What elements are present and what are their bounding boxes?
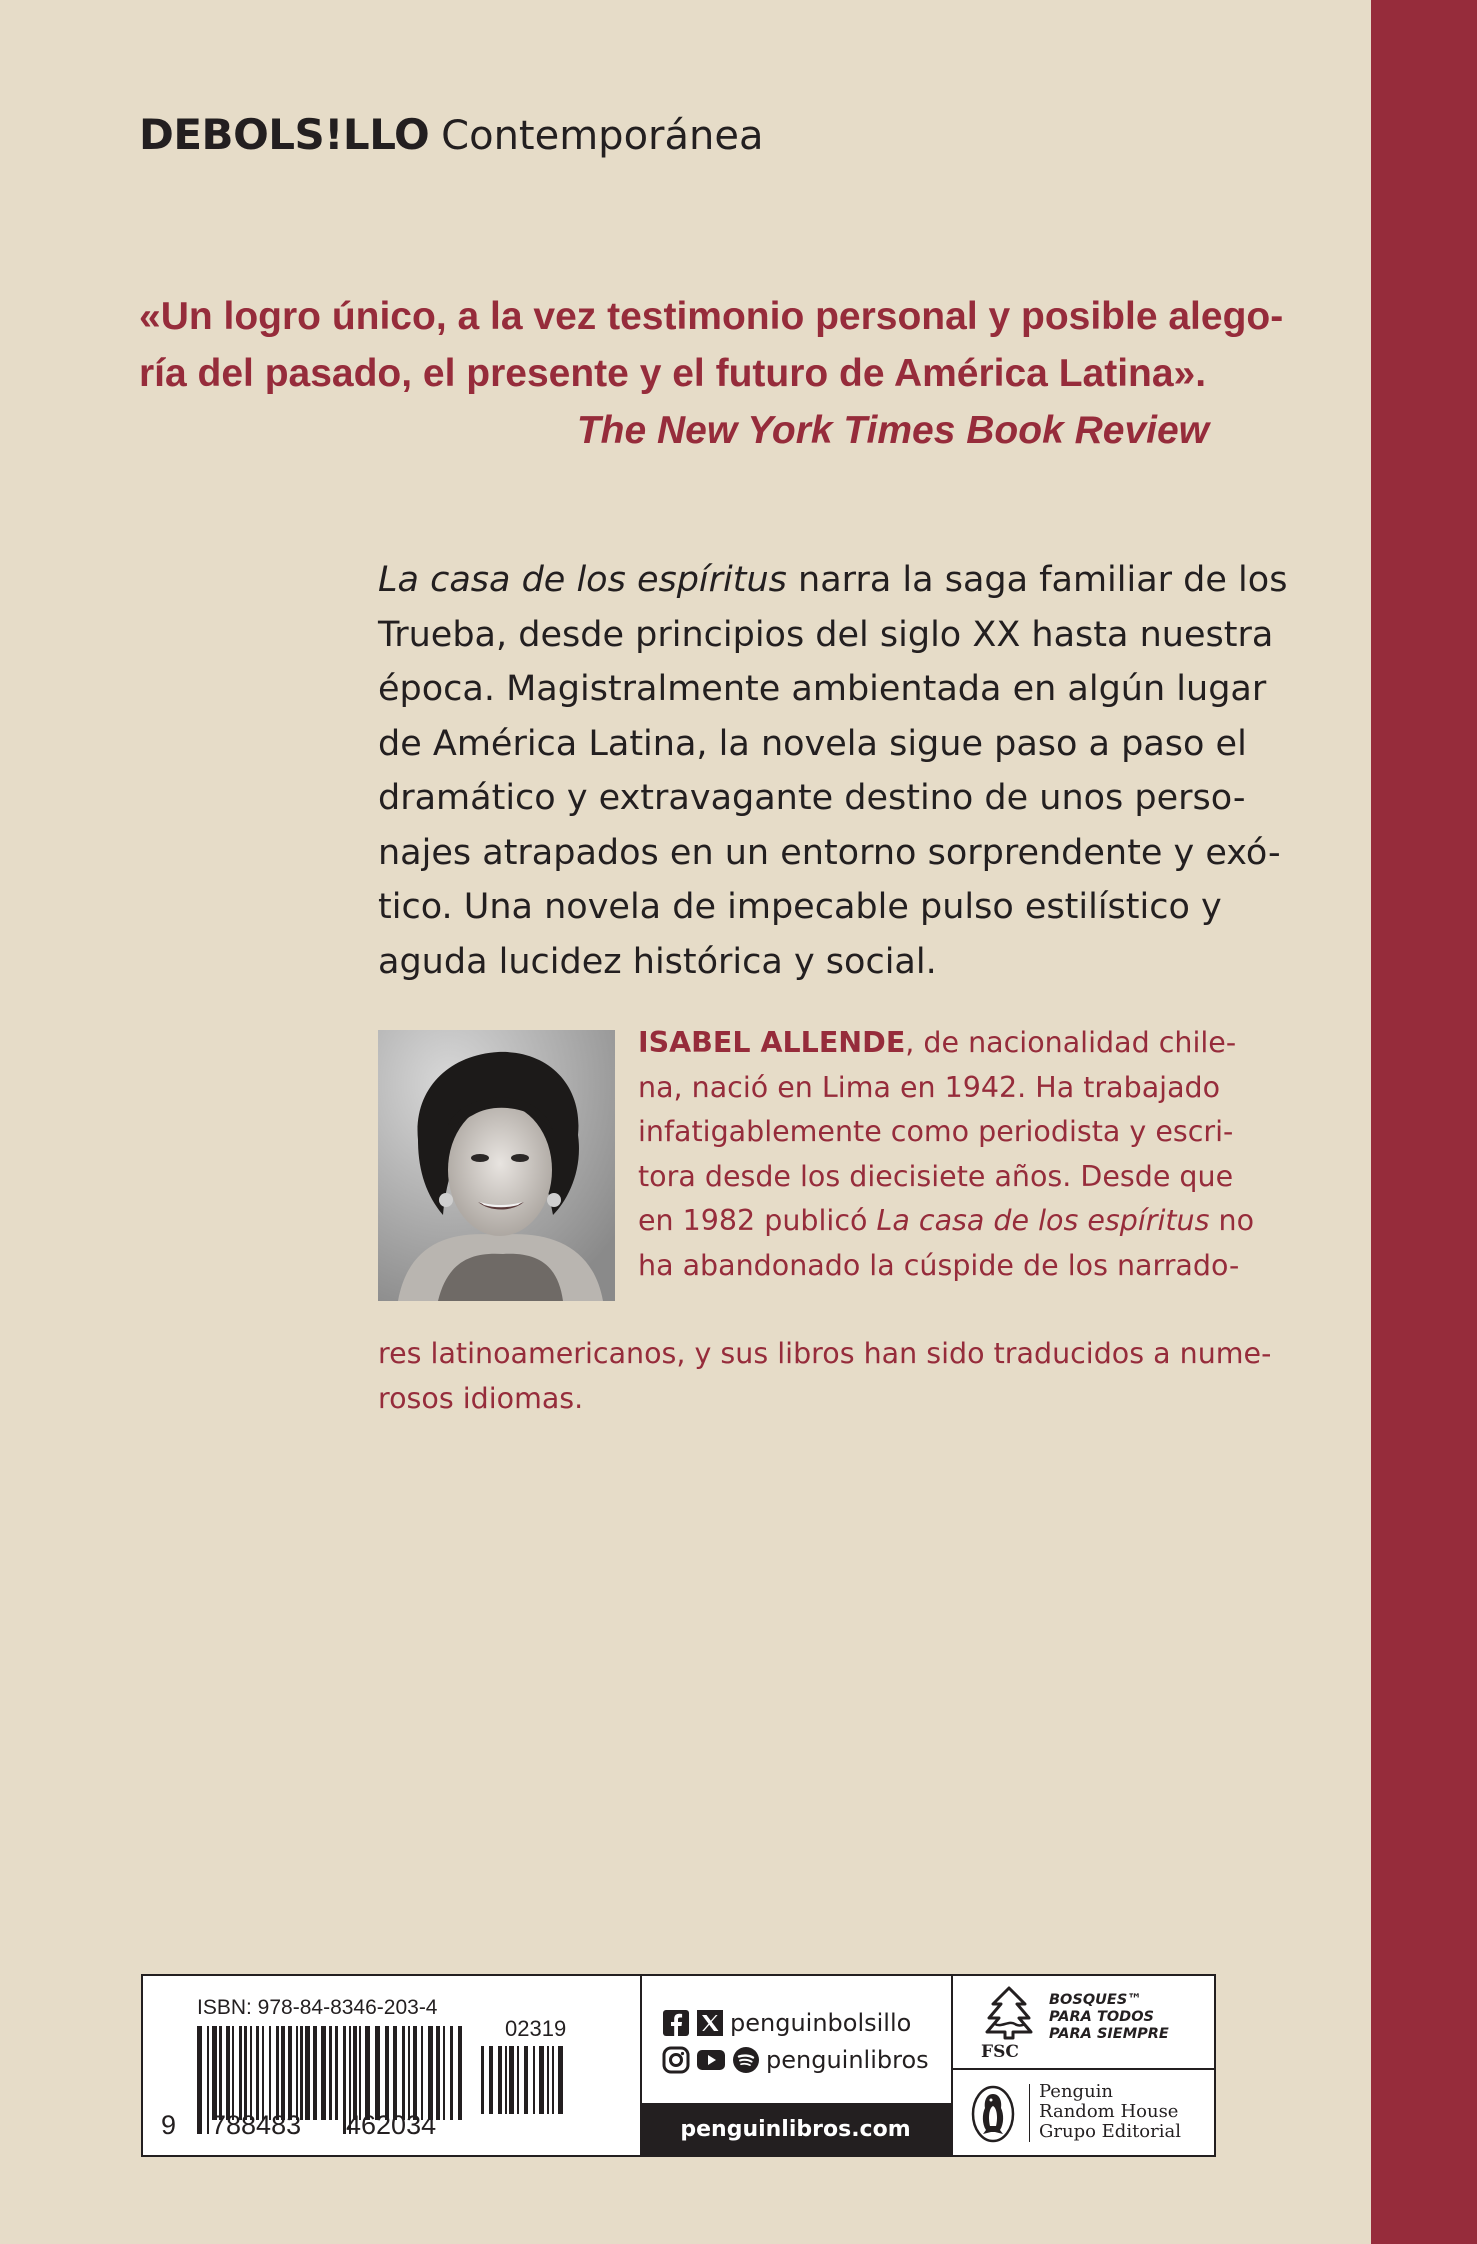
- prh-logo: [951, 2070, 1214, 2155]
- barcode-bar: [250, 2026, 252, 2120]
- youtube-icon: [696, 2046, 726, 2074]
- debolsillo-logo: DEBOLS!LLO: [139, 110, 430, 159]
- barcode-bar: [207, 2026, 209, 2134]
- barcode-bar: [219, 2026, 222, 2120]
- barcode-bar: [281, 2026, 285, 2120]
- barcode-bar: [558, 2046, 563, 2114]
- barcode-bar: [276, 2026, 279, 2120]
- barcode-bar: [489, 2046, 493, 2114]
- barcode-bar: [498, 2046, 502, 2114]
- quote-source: The New York Times Book Review: [576, 409, 1209, 452]
- isbn-digit-first: 9: [161, 2110, 177, 2140]
- collection-header: [139, 110, 763, 159]
- barcode-bar: [321, 2026, 326, 2120]
- social-panel: [640, 1976, 953, 2155]
- barcode-bar: [428, 2026, 433, 2120]
- barcode-bar: [365, 2026, 370, 2120]
- fsc-label: FSC: [981, 2042, 1019, 2062]
- synopsis: [378, 553, 1288, 989]
- review-quote: [139, 288, 1284, 459]
- barcode-bar: [232, 2026, 234, 2120]
- bio-line: tora desde los diecisiete años. Desde que: [638, 1159, 1234, 1193]
- handle-penguinlibros: penguinlibros: [766, 2046, 929, 2074]
- bio-line: rosos idiomas.: [378, 1381, 584, 1415]
- info-box: [141, 1974, 1216, 2157]
- bio-line: na, nació en Lima en 1942. Ha trabajado: [638, 1070, 1221, 1104]
- bio-line: en 1982 publicó La casa de los espíritus no: [638, 1204, 1255, 1237]
- isbn-digits-group2: 462034: [346, 2110, 437, 2140]
- barcode-bar: [313, 2026, 317, 2120]
- barcode-bar: [244, 2026, 247, 2120]
- barcode-bar: [239, 2026, 242, 2120]
- social-row-bolsillo: [662, 2006, 911, 2040]
- bio-line: ISABEL ALLENDE, de nacionalidad chile-: [638, 1026, 1237, 1059]
- author-name: ISABEL ALLENDE: [638, 1026, 906, 1059]
- barcode-bar: [256, 2026, 259, 2120]
- barcode-bar: [505, 2046, 507, 2114]
- barcode-bar: [335, 2026, 338, 2120]
- barcode-bar: [402, 2026, 405, 2120]
- barcode-bar: [329, 2026, 332, 2120]
- instagram-icon: [662, 2046, 690, 2074]
- barcode-bar: [300, 2026, 303, 2120]
- fsc-text: BOSQUES™ PARA TODOS PARA SIEMPRE: [1049, 1992, 1169, 2042]
- penguin-logo-icon: [969, 2084, 1017, 2144]
- barcode-bar: [509, 2046, 514, 2114]
- handle-penguinbolsillo: penguinbolsillo: [730, 2009, 912, 2037]
- isbn-digits-group1: 788483: [211, 2110, 302, 2140]
- book-title: La casa de los espíritus: [876, 1204, 1210, 1237]
- author-portrait-image: [378, 1030, 615, 1301]
- barcode-bar: [436, 2026, 440, 2120]
- logo-divider: [1029, 2084, 1030, 2142]
- barcode-bar: [375, 2026, 380, 2120]
- x-icon: [696, 2009, 724, 2037]
- bio-line: infatigablemente como periodista y escri-: [638, 1115, 1234, 1148]
- barcode-bar: [305, 2026, 310, 2120]
- barcode-bar: [450, 2026, 453, 2120]
- barcode-bar: [226, 2026, 230, 2120]
- author-bio: [638, 1021, 1255, 1288]
- quote-line: ría del pasado, el presente y el futuro de América Latina».: [139, 352, 1207, 395]
- barcode-bar: [421, 2026, 423, 2120]
- barcode-bar: [413, 2026, 417, 2120]
- barcode-bar: [552, 2046, 554, 2114]
- fsc-tree-icon: [979, 1984, 1039, 2040]
- barcode-bar: [212, 2026, 217, 2120]
- barcode-bar: [547, 2046, 549, 2114]
- addon-code: 02319: [505, 2016, 567, 2041]
- facebook-icon: [662, 2009, 690, 2037]
- bio-line: res latinoamericanos, y sus libros han sido traducidos a nume-: [378, 1337, 1272, 1370]
- spotify-icon: [732, 2046, 760, 2074]
- barcode-bar: [533, 2046, 535, 2114]
- barcode-bar: [393, 2026, 397, 2120]
- synopsis-line: najes atrapados en un entorno sorprendente y exó-: [378, 832, 1281, 873]
- synopsis-line: de América Latina, la novela sigue paso a paso el: [378, 723, 1247, 764]
- barcode-bar: [197, 2026, 202, 2134]
- barcode-bar: [359, 2026, 361, 2120]
- book-title: La casa de los espíritus: [378, 560, 787, 600]
- publisher-name: Penguin Random House Grupo Editorial: [1039, 2081, 1181, 2142]
- website-link[interactable]: penguinlibros.com: [640, 2103, 951, 2155]
- publisher-panel: [951, 1976, 1214, 2155]
- synopsis-line: época. Magistralmente ambientada en algún lugar: [378, 669, 1267, 709]
- barcode-bar: [296, 2026, 298, 2120]
- social-row-libros: [662, 2043, 929, 2077]
- barcode-bar: [385, 2026, 389, 2120]
- barcode-bar: [353, 2026, 357, 2120]
- addon-barcode: [479, 2046, 569, 2128]
- synopsis-line: Trueba, desde principios del siglo XX hasta nuestra: [378, 614, 1274, 655]
- isbn-barcode-panel: [143, 1976, 642, 2155]
- synopsis-line: dramático y extravagante destino de unos perso-: [378, 778, 1246, 818]
- isbn-label: ISBN: 978-84-8346-203-4: [197, 1996, 438, 2019]
- quote-line: «Un logro único, a la vez testimonio personal y posible alego-: [139, 295, 1284, 338]
- barcode-bar: [288, 2026, 292, 2120]
- barcode-bar: [539, 2046, 544, 2114]
- barcode-bar: [481, 2046, 484, 2114]
- bio-line: ha abandonado la cúspide de los narrado-: [638, 1248, 1240, 1282]
- barcode-bar: [408, 2026, 410, 2120]
- author-photo: [378, 1030, 615, 1301]
- barcode-bar: [443, 2026, 445, 2120]
- synopsis-line: aguda lucidez histórica y social.: [378, 941, 937, 982]
- author-bio-continued: [378, 1332, 1272, 1421]
- fsc-badge: [951, 1976, 1214, 2070]
- synopsis-line: tico. Una novela de impecable pulso estilístico y: [378, 887, 1222, 927]
- barcode-bar: [269, 2026, 271, 2120]
- barcode-bar: [458, 2026, 462, 2120]
- barcode-bar: [517, 2046, 519, 2114]
- barcode-bar: [262, 2026, 264, 2120]
- synopsis-line: La casa de los espíritus narra la saga familiar de los: [378, 560, 1288, 600]
- spine-band: [1371, 0, 1477, 2244]
- barcode-bar: [524, 2046, 528, 2114]
- collection-name: Contemporánea: [441, 113, 764, 159]
